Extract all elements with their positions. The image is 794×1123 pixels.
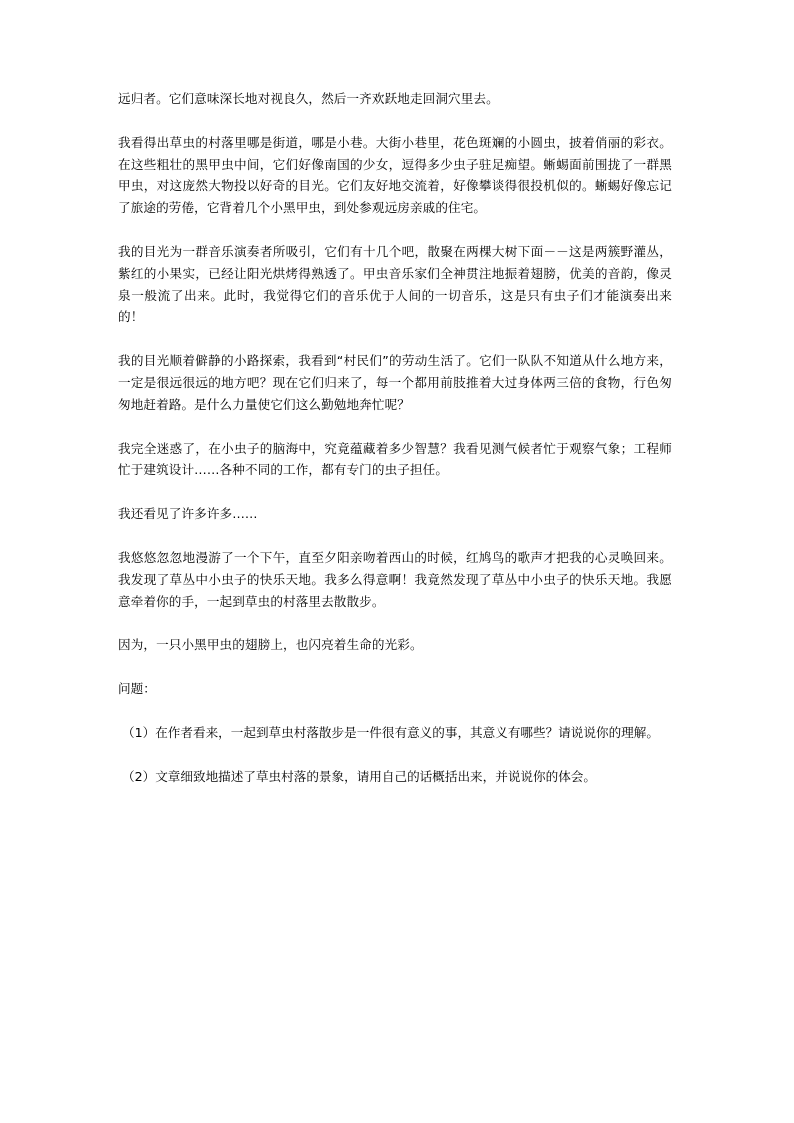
body-paragraph: 我完全迷惑了，在小虫子的脑海中，究竟蕴藏着多少智慧？我看见测气候者忙于观察气象；工程师忙于建筑设计……各种不同的工作，都有专门的虫子担任。 xyxy=(118,440,672,478)
body-paragraph: 我悠悠忽忽地漫游了一个下午，直至夕阳亲吻着西山的时候，红鸠鸟的歌声才把我的心灵唤回来。我发现了草丛中小虫子的快乐天地。我多么得意啊！我竟然发现了草丛中小虫子的快乐天地。我愿意牵着你的手，一起到草虫的村落里去散散步。 xyxy=(118,549,672,609)
document-body xyxy=(118,88,672,788)
body-paragraph: 我的目光为一群音乐演奏者所吸引，它们有十几个吧，散聚在两棵大树下面－－这是两簇野灌丛，紫红的小果实，已经让阳光烘烤得熟透了。甲虫音乐家们全神贯注地振着翅膀，优美的音韵，像灵泉一般流了出来。此时，我觉得它们的音乐优于人间的一切音乐，这是只有虫子们才能演奏出来的！ xyxy=(118,243,672,325)
question-item: （1）在作者看来，一起到草虫村落散步是一件很有意义的事，其意义有哪些？请说说你的理解。 xyxy=(122,724,659,740)
body-paragraph: 因为，一只小黑甲虫的翅膀上，也闪亮着生命的光彩。 xyxy=(118,637,423,653)
body-paragraph: 我的目光顺着僻静的小路探索，我看到“村民们”的劳动生活了。它们一队队不知道从什么地方来，一定是很远很远的地方吧？现在它们归来了，每一个都用前肢推着大过身体两三倍的食物，行色匆匆地赶着路。是什么力量使它们这么勤勉地奔忙呢？ xyxy=(118,353,672,412)
question-item: （2）文章细致地描述了草虫村落的景象，请用自己的话概括出来，并说说你的体会。 xyxy=(122,768,596,784)
body-paragraph: 我看得出草虫的村落里哪是街道，哪是小巷。大街小巷里，花色斑斓的小圆虫，披着俏丽的彩衣。在这些粗壮的黑甲虫中间，它们好像南国的少女，逗得多少虫子驻足痴望。蜥蜴面前围拢了一群黑甲虫，对这庞然大物投以好奇的目光。它们友好地交流着，好像攀谈得很投机似的。蜥蜴好像忘记了旅途的劳倦，它背着几个小黑甲虫，到处参观远房亲戚的住宅。 xyxy=(118,134,672,216)
questions-heading: 问题： xyxy=(118,681,156,697)
body-paragraph: 我还看见了许多许多…… xyxy=(118,506,258,522)
body-paragraph: 远归者。它们意味深长地对视良久，然后一齐欢跃地走回洞穴里去。 xyxy=(118,91,499,106)
